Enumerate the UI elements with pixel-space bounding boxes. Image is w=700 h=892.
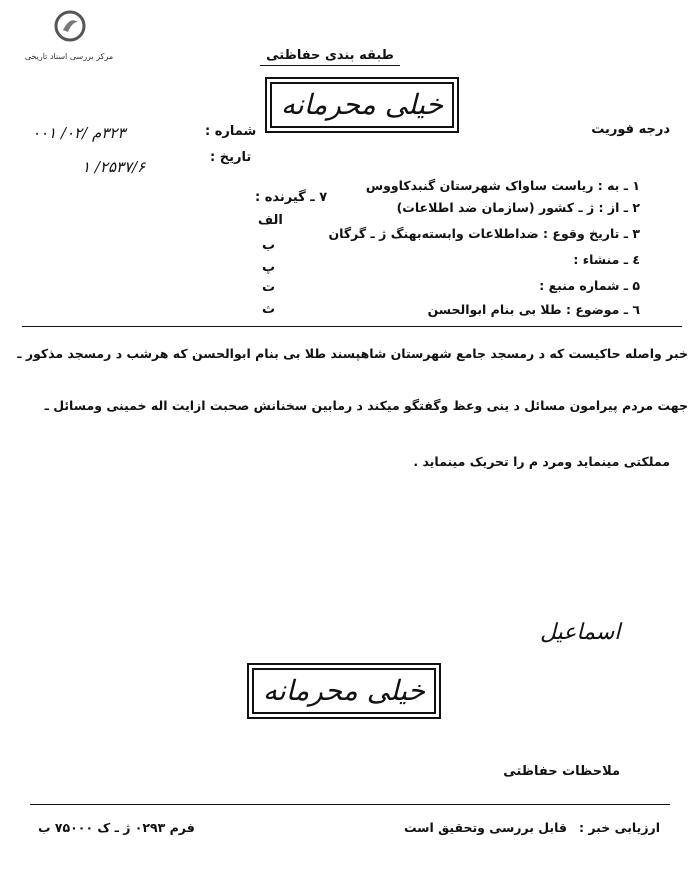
field-to: ۱ ـ به : ریاست ساواک شهرستان گنبدکاووس	[365, 178, 640, 193]
bottom-secret-stamp: خیلی محرمانه	[252, 668, 436, 714]
evaluation-label: ارزیابی خبر :	[579, 820, 660, 835]
priority-label: درجه فوریت	[591, 122, 670, 137]
archive-emblem-icon	[54, 10, 86, 42]
number-label: شماره :	[205, 124, 257, 139]
header-divider	[22, 326, 682, 327]
body-line-1: خبر واصله حاکیست که د رمسجد جامع شهرستان شاهپسند طلا بی بنام ابوالحسن که هرشب د رمسجد مذکور ـ	[17, 346, 688, 361]
security-notes-label: ملاحظات حفاظتی	[503, 764, 620, 779]
grade-p: پ	[262, 260, 276, 275]
field-subject: ٦ ـ موضوع : طلا بی بنام ابوالحسن	[427, 302, 640, 317]
field-source-number: ۵ ـ شماره منبع :	[539, 278, 640, 293]
field-event-date: ۳ ـ تاریخ وقوع : ضداطلاعات وابسته‌بهنگ ژ ـ گرگان	[328, 226, 640, 241]
body-line-3: مملکتی مینماید ومرد م را تحریک مینماید .	[413, 454, 670, 469]
letter-date-value: ۲۵۳۷/۶/ ۱	[82, 158, 146, 176]
logo-text: مرکز بررسی اسناد تاریخی	[24, 52, 114, 61]
top-secret-stamp: خیلی محرمانه	[270, 82, 454, 128]
form-code: فرم ۰۲۹۳ ژ ـ ک ۷۵۰۰۰ ب	[38, 820, 195, 835]
evaluation-value: قابل بررسی وتحقیق است	[403, 820, 567, 835]
body-line-2: جهت مردم پیرامون مسائل د ینی وعظ وگفتگو میکند د رمابین سخنانش صحبت ازایت اله خمینی ومسائل ـ	[44, 398, 688, 413]
grade-a: الف	[258, 213, 283, 228]
letter-number-value: ۳۲۳م /۰۲/ ۰۰۱	[32, 124, 126, 142]
evaluation-row	[404, 820, 660, 835]
recipient-label: ۷ ـ گیرنده :	[255, 190, 328, 205]
signature: اسماعیل	[540, 620, 621, 645]
footer-divider	[30, 804, 670, 805]
classification-label: طبقه بندی حفاظتی	[260, 48, 400, 66]
field-origin: ٤ ـ منشاء :	[573, 252, 640, 267]
archive-logo	[14, 10, 124, 70]
grade-s: ث	[262, 302, 276, 317]
grade-b: ب	[262, 238, 276, 253]
date-label: تاریخ :	[210, 150, 252, 165]
grade-t: ت	[262, 280, 276, 295]
field-from: ۲ ـ از : ژ ـ کشور (سازمان ضد اطلاعات)	[396, 200, 640, 215]
